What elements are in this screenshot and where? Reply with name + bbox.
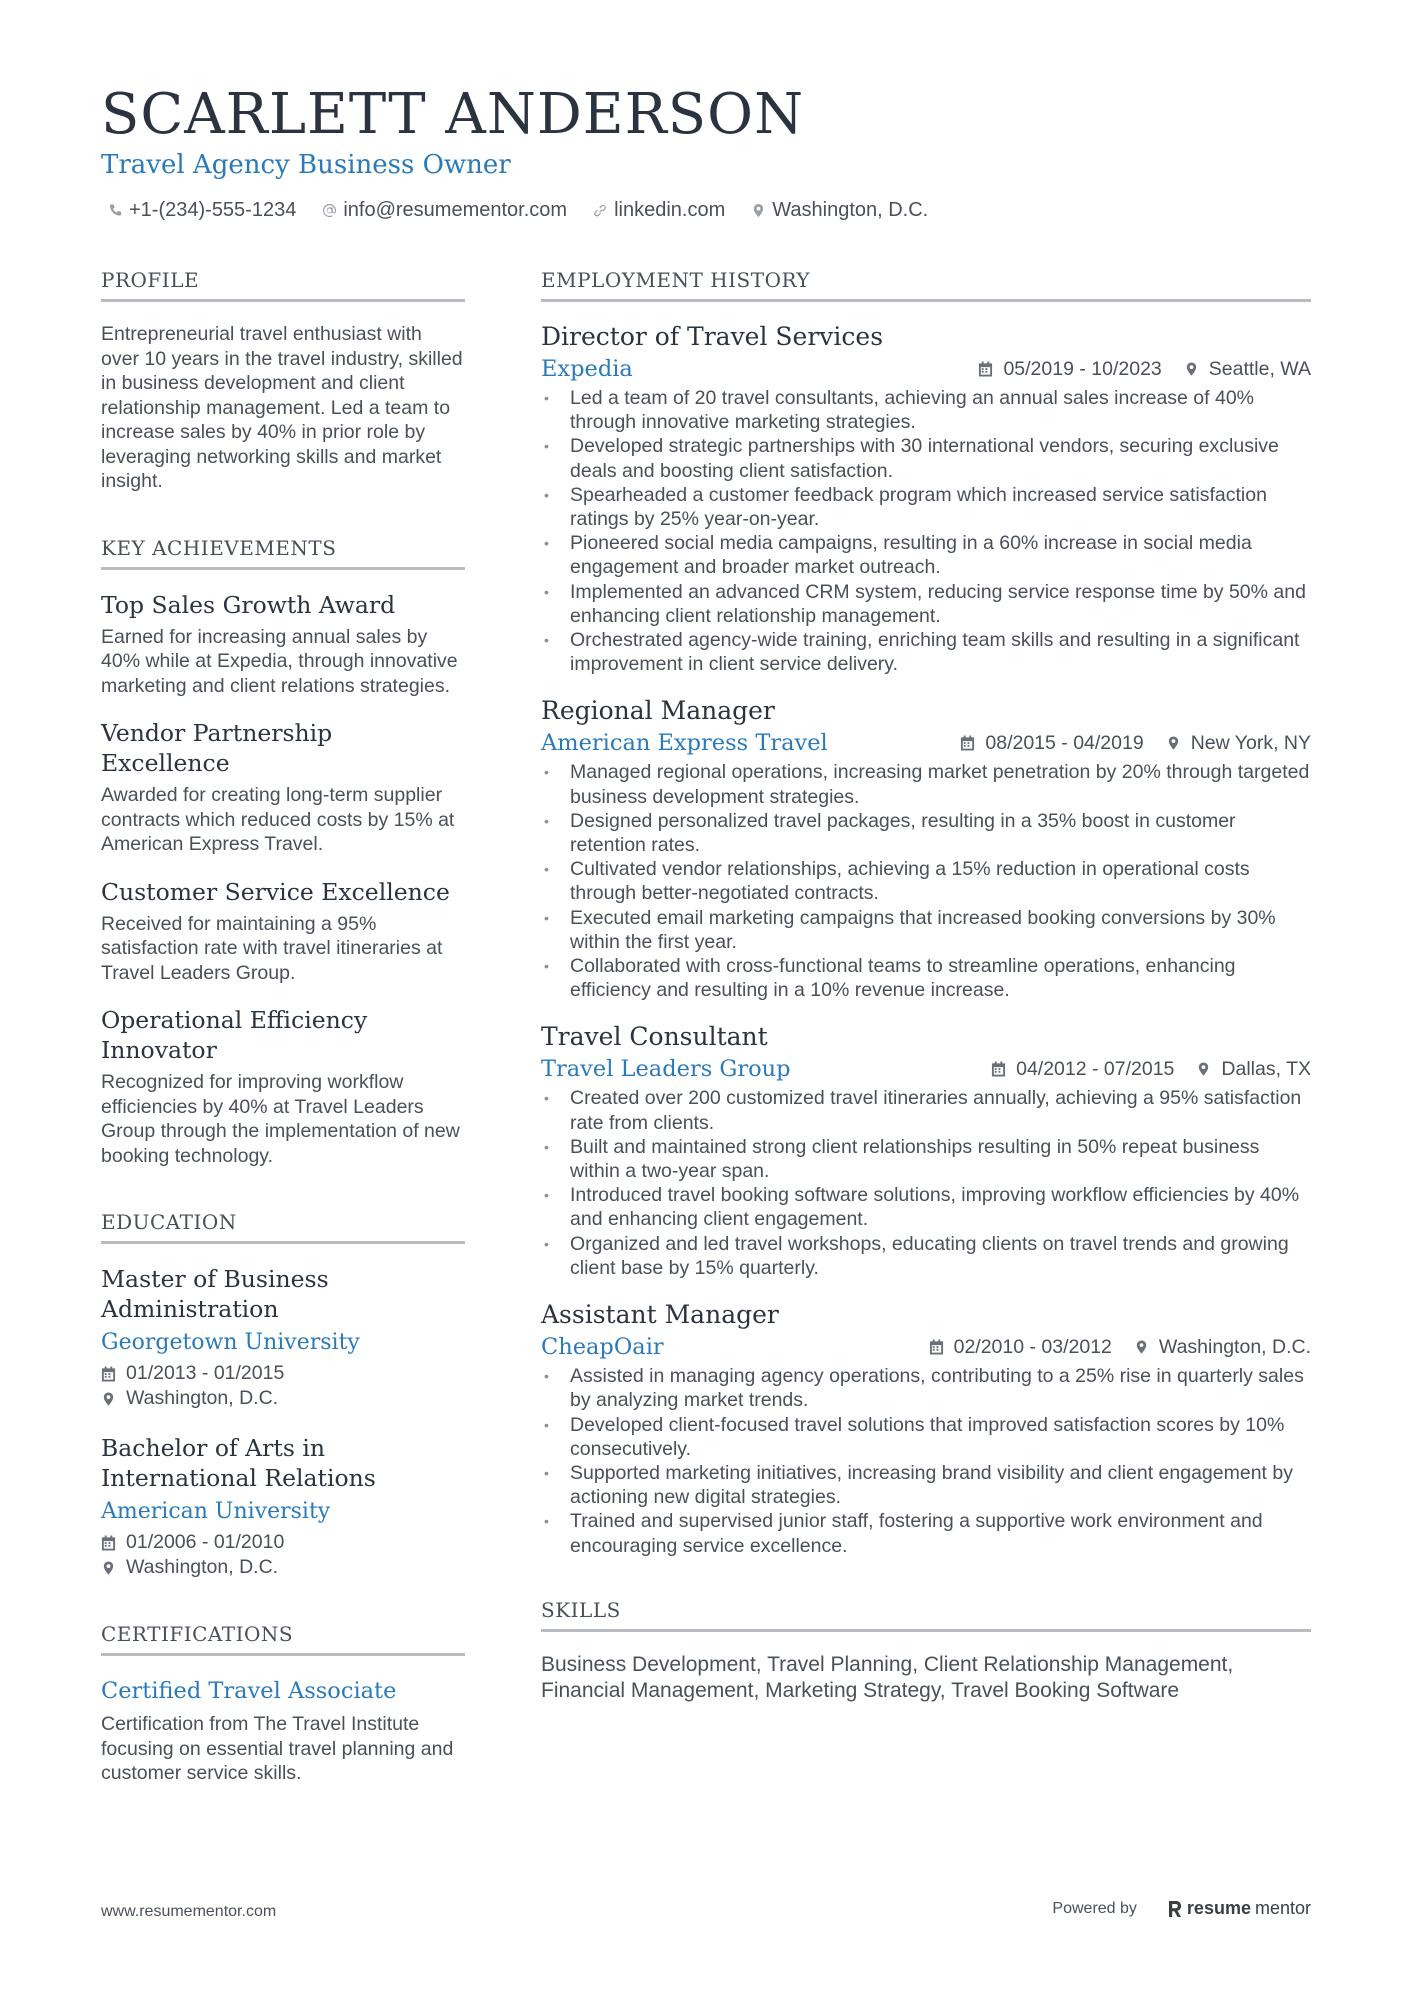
certifications-heading: CERTIFICATIONS [101,1622,465,1656]
degree: Master of Business Administration [101,1265,329,1323]
at-icon [322,203,337,218]
dates-text: 01/2006 - 01/2010 [126,1531,285,1553]
brand-logo[interactable] [1167,1898,1311,1919]
achievement-item [101,718,465,857]
job-meta [929,1336,1311,1359]
dates-text: 02/2010 - 03/2012 [953,1335,1112,1358]
job-dates [991,1058,1174,1081]
job-location [1196,1058,1311,1081]
job-header [541,730,1311,756]
education-location [101,1386,465,1411]
job-location [1134,1336,1311,1359]
job-entry [541,1300,1311,1558]
list-item: • Developed client-focused travel solutions that improved satisfaction scores by 10% consecutively. [541,1413,1311,1461]
brand-light: mentor [1254,1898,1311,1918]
job-meta [978,358,1311,381]
calendar-icon [960,735,975,751]
list-item: • Cultivated vendor relationships, achieving a 15% reduction in operational costs through better-negotiated contracts. [541,857,1311,905]
job-bullets [541,386,1311,676]
achievement-item [101,1005,465,1168]
profile-heading: PROFILE [101,268,465,302]
achievement-text: Awarded for creating long-term supplier contracts which reduced costs by 15% at American Express Travel. [101,784,455,855]
map-pin-icon [1184,361,1199,377]
job-dates [978,358,1161,381]
job-header [541,356,1311,382]
achievement-title: Vendor Partnership Excellence [101,719,333,777]
link-icon [593,203,608,218]
calendar-icon [929,1339,944,1355]
profile-text: Entrepreneurial travel enthusiast with over 10 years in the travel industry, skilled in business development and client relationship management. Led a team to increase sales by 40% in prior role by leveraging networking skills and market insight. [101,323,463,492]
job-dates [960,732,1143,755]
job-position: Assistant Manager [541,1300,779,1330]
skills-text: Business Development, Travel Planning, Client Relationship Management, Financial Management, Marketing Strategy, Travel Booking Software [541,1652,1234,1703]
map-pin-icon [1196,1061,1211,1077]
list-item: • Spearheaded a customer feedback program which increased service satisfaction ratings by 25% year-on-year. [541,483,1311,531]
location-text: Washington, D.C. [126,1556,279,1578]
calendar-icon [101,1366,116,1382]
list-item: • Pioneered social media campaigns, resulting in a 60% increase in social media engagement and broader market outreach. [541,531,1311,579]
school: Georgetown University [101,1330,360,1355]
skills-section [541,1598,1311,1705]
job-title: Travel Agency Business Owner [101,150,511,180]
phone-icon [108,203,123,218]
location-text: Seattle, WA [1208,357,1311,380]
dates-text: 04/2012 - 07/2015 [1016,1057,1175,1080]
employment-heading: EMPLOYMENT HISTORY [541,268,1311,302]
job-company: Expedia [541,356,633,382]
degree: Bachelor of Arts in International Relations [101,1434,376,1492]
powered-by-text: Powered by [1052,1899,1137,1917]
candidate-name: SCARLETT ANDERSON [101,82,805,147]
skills-heading: SKILLS [541,1598,1311,1632]
dates-text: 01/2013 - 01/2015 [126,1362,285,1384]
job-entry [541,322,1311,676]
map-pin-icon [1134,1339,1149,1355]
footer-website[interactable]: www.resumementor.com [101,1903,277,1920]
phone-text: +1-(234)-555-1234 [129,199,297,221]
job-company: American Express Travel [541,730,828,757]
list-item: • Executed email marketing campaigns that increased booking conversions by 30% within the first year. [541,906,1311,954]
achievement-item [101,877,465,986]
education-dates [101,1530,465,1555]
job-position: Travel Consultant [541,1022,768,1052]
education-section [101,1210,465,1580]
contact-location [751,199,928,222]
map-pin-icon [101,1391,116,1407]
contact-linkedin[interactable] [593,199,725,222]
map-pin-icon [1166,735,1181,751]
job-dates [929,1336,1112,1359]
education-location [101,1555,465,1580]
location-text: Washington, D.C. [772,199,929,221]
dates-text: 05/2019 - 10/2023 [1003,357,1162,380]
job-meta [960,732,1311,755]
job-location [1184,358,1311,381]
contact-phone [108,199,296,222]
footer-branding [1052,1898,1311,1919]
certification-text: Certification from The Travel Institute focusing on essential travel planning and customer service skills. [101,1713,454,1784]
job-meta [991,1058,1311,1081]
job-header [541,1056,1311,1082]
list-item: • Collaborated with cross-functional teams to streamline operations, enhancing efficiency and resulting in a 10% revenue increase. [541,954,1311,1002]
job-company: CheapOair [541,1334,664,1361]
achievement-title: Top Sales Growth Award [101,590,396,619]
achievement-title: Customer Service Excellence [101,877,450,906]
job-company: Travel Leaders Group [541,1056,791,1083]
certifications-section [101,1622,465,1786]
list-item: • Orchestrated agency-wide training, enriching team skills and resulting in a significant improvement in client service delivery. [541,628,1311,676]
list-item: • Organized and led travel workshops, educating clients on travel trends and growing client base by 15% quarterly. [541,1232,1311,1280]
location-text: Washington, D.C. [126,1387,279,1409]
education-dates [101,1361,465,1386]
education-heading: EDUCATION [101,1210,465,1244]
right-column [541,268,1311,1705]
left-column [101,268,465,1828]
list-item: • Developed strategic partnerships with 30 international vendors, securing exclusive deals and boosting client satisfaction. [541,434,1311,482]
job-position: Regional Manager [541,696,775,726]
list-item: • Trained and supervised junior staff, fostering a supportive work environment and encouraging service excellence. [541,1509,1311,1557]
certification-title: Certified Travel Associate [101,1678,397,1704]
location-text: Washington, D.C. [1158,1335,1311,1358]
education-item [101,1264,465,1411]
resumementor-logo-icon [1167,1899,1183,1919]
dates-text: 08/2015 - 04/2019 [985,731,1144,754]
list-item: • Built and maintained strong client relationships resulting in 50% repeat business within a two-year span. [541,1135,1311,1183]
calendar-icon [978,361,993,377]
job-entry [541,696,1311,1002]
achievement-title: Operational Efficiency Innovator [101,1006,368,1064]
contact-email[interactable] [322,199,567,222]
achievement-text: Earned for increasing annual sales by 40% while at Expedia, through innovative marketing and client relations strategies. [101,625,458,697]
map-pin-icon [101,1560,116,1576]
list-item: • Introduced travel booking software solutions, improving workflow efficiencies by 40% and enhancing client engagement. [541,1183,1311,1231]
achievement-text: Received for maintaining a 95% satisfaction rate with travel itineraries at Travel Leaders Group. [101,912,443,984]
contact-bar [108,199,928,222]
list-item: • Created over 200 customized travel itineraries annually, achieving a 95% satisfaction rate from clients. [541,1086,1311,1134]
calendar-icon [101,1535,116,1551]
list-item: • Assisted in managing agency operations, contributing to a 25% rise in quarterly sales by analyzing market trends. [541,1364,1311,1412]
achievements-heading: KEY ACHIEVEMENTS [101,536,465,570]
job-bullets [541,760,1311,1002]
location-text: Dallas, TX [1221,1057,1311,1080]
achievements-section [101,536,465,1169]
job-location [1166,732,1311,755]
brand-bold: resume [1186,1898,1251,1918]
email-text[interactable]: info@resumementor.com [343,199,568,221]
job-bullets [541,1086,1311,1280]
list-item: • Led a team of 20 travel consultants, achieving an annual sales increase of 40% through innovative marketing strategies. [541,386,1311,434]
job-position: Director of Travel Services [541,322,884,351]
list-item: • Managed regional operations, increasing market penetration by 20% through targeted business development strategies. [541,760,1311,808]
profile-section [101,268,465,494]
education-item [101,1433,465,1580]
map-pin-icon [751,203,766,218]
location-text: New York, NY [1190,731,1311,754]
calendar-icon [991,1061,1006,1077]
school: American University [101,1499,331,1524]
job-header [541,1334,1311,1360]
list-item: • Supported marketing initiatives, increasing brand visibility and client engagement by actioning new digital strategies. [541,1461,1311,1509]
list-item: • Designed personalized travel packages, resulting in a 35% boost in customer retention rates. [541,809,1311,857]
list-item: • Implemented an advanced CRM system, reducing service response time by 50% and enhancing client relationship management. [541,580,1311,628]
achievement-item [101,590,465,699]
achievement-text: Recognized for improving workflow efficiencies by 40% at Travel Leaders Group through the implementation of new booking technology. [101,1071,460,1167]
job-bullets [541,1364,1311,1558]
linkedin-text[interactable]: linkedin.com [614,199,726,221]
job-entry [541,1022,1311,1280]
